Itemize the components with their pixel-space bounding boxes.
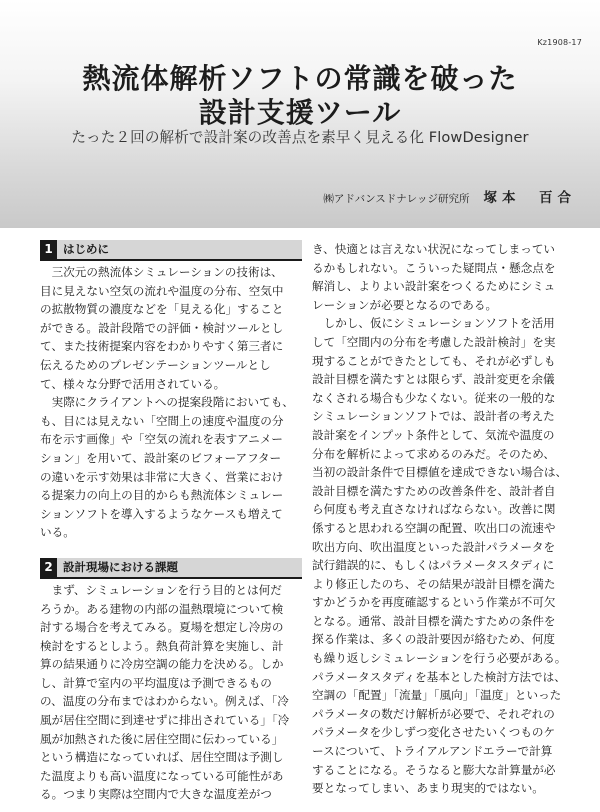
text-line: シミュレーションソフトでは、設計者の考えた bbox=[312, 409, 555, 424]
text-line: パラメータを少しずつ変化させたいくつものケ bbox=[312, 725, 556, 740]
text-line: ースについて、トライアルアンドエラーで計算 bbox=[312, 744, 553, 759]
text-line: 要となってしまい、あまり現実的ではない。 bbox=[312, 781, 544, 796]
section-title: はじめに bbox=[57, 240, 302, 259]
section-body bbox=[40, 581, 302, 804]
section-heading bbox=[40, 240, 302, 261]
text-line: まず、シミュレーションを行う目的とは何だ bbox=[40, 582, 282, 597]
text-line: レーションが必要となるのである。 bbox=[312, 297, 498, 312]
text-line: ションソフトを導入するようなケースも増えて bbox=[40, 506, 283, 521]
title-line-1: 熱流体解析ソフトの常識を破った bbox=[82, 62, 518, 95]
left-column bbox=[40, 240, 302, 804]
text-line: 実際にクライアントへの提案段階においても、 bbox=[40, 395, 294, 410]
text-line: 討する場合を考えてみる。夏場を想定し冷房の bbox=[40, 620, 284, 635]
text-line: 分布を解析によって求めるのみだ。そのため、 bbox=[312, 446, 556, 461]
text-line: の違いを示す効果は非常に大きく、営業におけ bbox=[40, 469, 284, 484]
text-line: という構造になっていれば、居住空間は予測し bbox=[40, 750, 284, 765]
text-line: して「空間内の分布を考慮した設計検討」を実 bbox=[312, 334, 556, 349]
section-heading bbox=[40, 558, 302, 579]
text-line: 吹出方向、吹出温度といった設計パラメータを bbox=[312, 539, 556, 554]
text-line: 設計目標を満たすための改善条件を、設計者自 bbox=[312, 483, 556, 498]
text-line: 目に見えない空気の流れや温度の分布、空気中 bbox=[40, 283, 284, 298]
text-line: となる。通常、設計目標を満たすための条件を bbox=[312, 613, 556, 628]
section-title: 設計現場における課題 bbox=[57, 558, 302, 577]
text-line: いる。 bbox=[40, 525, 75, 540]
text-line: なくされる場合も少なくない。従来の一般的な bbox=[312, 390, 556, 405]
doc-code: Kz1908-17 bbox=[537, 38, 582, 47]
text-line: パラメータスタディを基本とした検討方法では、 bbox=[312, 669, 566, 684]
text-line: 係すると思われる空調の配置、吹出口の流速や bbox=[312, 520, 556, 535]
text-line: 解消し、よりよい設計案をつくるためにシミュ bbox=[312, 279, 556, 294]
text-line: 空調の「配置」「流量」「風向」「温度」といった bbox=[312, 688, 562, 703]
text-line: ろうか。ある建物の内部の温熱環境について検 bbox=[40, 601, 284, 616]
text-line: 探る作業は、多くの設計要因が絡むため、何度 bbox=[312, 632, 556, 647]
text-line: た温度よりも高い温度になっている可能性があ bbox=[40, 768, 284, 783]
text-line: しかし、仮にシミュレーションソフトを活用 bbox=[312, 316, 555, 331]
text-line: て、様々な分野で活用されている。 bbox=[40, 376, 226, 391]
text-line: き、快適とは言えない状況になってしまってい bbox=[312, 242, 556, 256]
text-line: 布を示す画像」や「空気の流れを表すアニメー bbox=[40, 432, 283, 447]
text-line: ション」を用いて、設計案のビフォーアフター bbox=[40, 450, 282, 465]
header-band bbox=[0, 0, 600, 228]
text-line: 現することができたとしても、それが必ずしも bbox=[312, 353, 556, 368]
text-line: 当初の設計条件で目標値を達成できない場合は、 bbox=[312, 465, 568, 480]
text-line: 風が加熱された後に居住空間に伝わっている」 bbox=[40, 731, 284, 746]
text-line: パラメータの数だけ解析が必要で、それぞれの bbox=[312, 706, 555, 721]
text-line: 試行錯誤的に、もしくはパラメータスタディに bbox=[312, 558, 555, 573]
text-line: の、温度の分布まではわからない。例えば、「冷 bbox=[40, 694, 289, 709]
section-body bbox=[40, 263, 302, 542]
title-line-2: 設計支援ツール bbox=[198, 96, 402, 129]
text-line: することになる。そうなると膨大な計算量が必 bbox=[312, 762, 556, 777]
text-line: 検討をするとしよう。熱負荷計算を実施し、計 bbox=[40, 638, 284, 653]
author-name: 塚本 百合 bbox=[483, 190, 576, 206]
text-line: る提案力の向上の目的からも熱流体シミュレー bbox=[40, 488, 284, 503]
text-line: 伝えるためのプレゼンテーションツールとし bbox=[40, 357, 271, 372]
subtitle: たった２回の解析で設計案の改善点を素早く見える化 FlowDesigner bbox=[71, 129, 529, 146]
section-number: 2 bbox=[40, 558, 57, 577]
text-line: て、また技術提案内容をわかりやすく第三者に bbox=[40, 339, 284, 354]
section-gap bbox=[40, 542, 302, 558]
affiliation: ㈱アドバンスドナレッジ研究所 bbox=[323, 193, 470, 205]
section-number: 1 bbox=[40, 240, 57, 259]
text-line: も繰り返しシミュレーションを行う必要がある。 bbox=[312, 651, 567, 666]
text-line: 設計案をインプット条件として、気流や温度の bbox=[312, 427, 555, 442]
text-line: 三次元の熱流体シミュレーションの技術は、 bbox=[40, 265, 283, 279]
text-line: る。つまり実際は空間内で大きな温度差がつ bbox=[40, 787, 272, 802]
author-block bbox=[323, 186, 576, 206]
text-line: 風が居住空間に到達せずに排出されている」「冷 bbox=[40, 713, 290, 728]
text-line: すかどうかを再度確認するという作業が不可欠 bbox=[312, 595, 556, 610]
text-line: ら何度も考え直さなければならない。改善に関 bbox=[312, 502, 556, 517]
text-line: より修正したのち、その結果が設計目標を満た bbox=[312, 576, 556, 591]
text-line: も、目には見えない「空間上の速度や温度の分 bbox=[40, 413, 284, 428]
text-line: の拡散物質の濃度などを「見える化」すること bbox=[40, 302, 284, 317]
text-line: るかもしれない。こういった疑問点・懸念点を bbox=[312, 260, 556, 275]
right-column bbox=[312, 240, 574, 798]
text-line: 設計目標を満たすとは限らず、設計変更を余儀 bbox=[312, 372, 555, 387]
text-line: ができる。設計段階での評価・検討ツールとし bbox=[40, 320, 284, 335]
text-line: し、計算で室内の平均温度は予測できるもの bbox=[40, 675, 272, 690]
text-line: 算の結果通りに冷房空調の能力を決める。しか bbox=[40, 657, 284, 672]
